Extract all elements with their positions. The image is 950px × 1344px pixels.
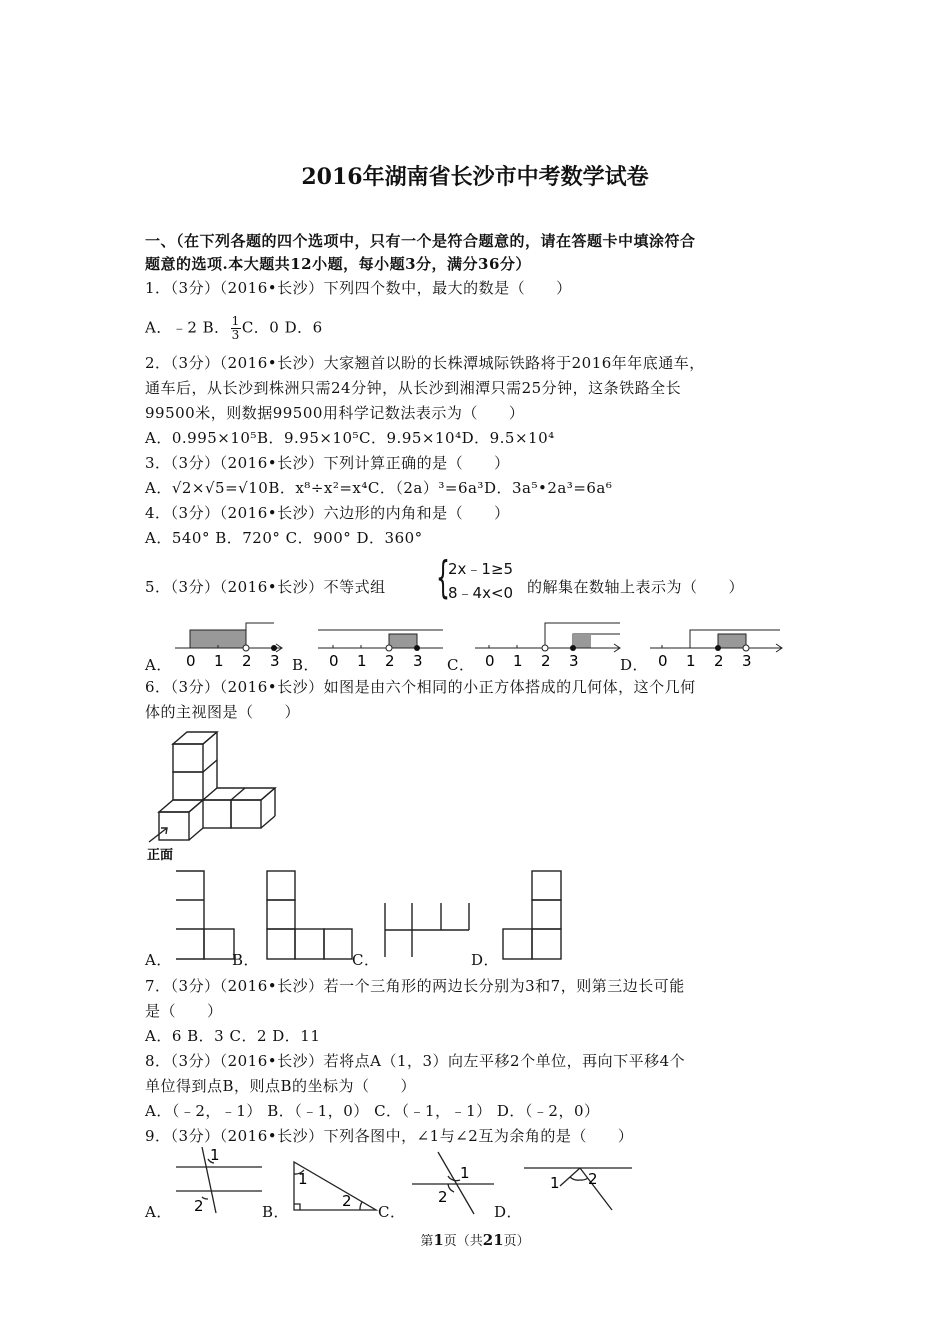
- q7-line1: 7．（3分）（2016•长沙）若一个三角形的两边长分别为3和7，则第三边长可能: [145, 977, 685, 995]
- q1-frac-num: 1: [231, 314, 240, 328]
- angle-2-label: 2: [438, 1188, 448, 1206]
- section-heading-line1: 一、（在下列各题的四个选项中，只有一个是符合题意的，请在答题卡中填涂符合: [145, 232, 696, 250]
- q5-label-d: D．: [620, 656, 649, 674]
- angle-2-label: 2: [588, 1170, 598, 1188]
- q8-line1: 8．（3分）（2016•长沙）若将点A（1，3）向左平移2个单位，再向下平移4个: [145, 1052, 686, 1070]
- tick-2: 2: [242, 652, 252, 670]
- q7-options: A．6 B．3 C．2 D．11: [145, 1027, 321, 1045]
- q1-options: [145, 315, 323, 342]
- q9-label-d: D．: [494, 1203, 523, 1221]
- q6-line1: 6．（3分）（2016•长沙）如图是由六个相同的小正方体搭成的几何体，这个几何: [145, 678, 696, 696]
- q5-label-a: A．: [145, 656, 172, 674]
- q1-frac-den: 3: [231, 328, 240, 342]
- q9-label-b: B．: [262, 1203, 290, 1221]
- shade: [718, 634, 746, 648]
- q9-figure-c: [408, 1150, 498, 1216]
- q1-option-a: A．﹣2 B．: [145, 318, 230, 337]
- q3-stem: 3．（3分）（2016•长沙）下列计算正确的是（ ）: [145, 454, 510, 472]
- footer-pre: 第: [420, 1234, 434, 1249]
- q4-stem: 4．（3分）（2016•长沙）六边形的内角和是（ ）: [145, 504, 510, 522]
- q6-cube-figure: [145, 728, 285, 863]
- q1-stem: 1．（3分）（2016•长沙）下列四个数中，最大的数是（ ）: [145, 279, 572, 297]
- angle-2-label: 2: [342, 1192, 352, 1210]
- q5-ineq1: 2x﹣1≥5: [448, 560, 514, 578]
- q1-option-rest: C．0 D．6: [241, 318, 323, 337]
- q9-stem: 9．（3分）（2016•长沙）下列各图中，∠1与∠2互为余角的是（ ）: [145, 1127, 634, 1145]
- angle-1-label: 1: [550, 1174, 560, 1192]
- q6-view-a: [170, 870, 240, 962]
- tick-2: 2: [541, 652, 551, 670]
- q9-label-a: A．: [145, 1203, 172, 1221]
- angle-1-label: 1: [298, 1170, 308, 1188]
- q2-line1: 2．（3分）（2016•长沙）大家翘首以盼的长株潭城际铁路将于2016年年底通车，: [145, 354, 705, 372]
- q2-line3: 99500米，则数据99500用科学记数法表示为（ ）: [145, 404, 525, 422]
- q2-line2: 通车后，从长沙到株洲只需24分钟，从长沙到湘潭只需25分钟，这条铁路全长: [145, 379, 682, 397]
- tick-1: 1: [686, 652, 696, 670]
- tick-0: 0: [658, 652, 668, 670]
- tick-2: 2: [385, 652, 395, 670]
- footer-page-number: 1: [433, 1231, 444, 1249]
- q6-label-d: D．: [471, 951, 500, 969]
- footer-mid: 页（共: [443, 1234, 483, 1249]
- left-brace-icon: {: [436, 552, 450, 603]
- page-footer: [0, 1230, 950, 1249]
- tick-0: 0: [485, 652, 495, 670]
- q5-stem-post: 的解集在数轴上表示为（ ）: [527, 578, 745, 596]
- q9-figure-d: [520, 1158, 636, 1214]
- shade: [573, 634, 591, 648]
- q6-view-c: [383, 895, 475, 959]
- q9-label-c: C．: [378, 1203, 406, 1221]
- q8-line2: 单位得到点B，则点B的坐标为（ ）: [145, 1077, 417, 1095]
- angle-1-label: 1: [460, 1164, 470, 1182]
- q9-figure-b: [290, 1158, 382, 1214]
- q1-fraction: [231, 315, 241, 342]
- tick-3: 3: [270, 652, 280, 670]
- tick-0: 0: [329, 652, 339, 670]
- q6-label-a: A．: [145, 951, 172, 969]
- q5-option-b-numberline: [318, 620, 448, 670]
- q5-stem-pre: 5．（3分）（2016•长沙）不等式组: [145, 578, 386, 596]
- q4-options: A．540° B．720° C．900° D．360°: [145, 529, 423, 547]
- q2-options: A．0.995×10⁵B．9.95×10⁵C．9.95×10⁴D．9.5×10⁴: [145, 429, 555, 447]
- q5-option-c-numberline: [475, 620, 625, 670]
- q6-line2: 体的主视图是（ ）: [145, 703, 301, 721]
- q3-options: A．√2×√5=√10B．x⁸÷x²=x⁴C．（2a）³=6a³D．3a⁵•2a³=6a⁶: [145, 479, 613, 497]
- q6-view-b: [265, 870, 357, 962]
- tick-3: 3: [413, 652, 423, 670]
- page-title: 2016年湖南省长沙市中考数学试卷: [301, 164, 649, 190]
- q9-figure-a: [172, 1145, 268, 1215]
- q6-label-c: C．: [352, 951, 380, 969]
- tick-1: 1: [513, 652, 523, 670]
- q8-options: A．（﹣2，﹣1） B．（﹣1，0） C．（﹣1，﹣1） D．（﹣2，0）: [145, 1102, 600, 1120]
- shade: [389, 634, 417, 648]
- footer-total-pages: 21: [482, 1231, 504, 1249]
- front-label: 正面: [147, 848, 174, 863]
- angle-2-label: 2: [194, 1197, 204, 1215]
- footer-post: 页）: [503, 1234, 530, 1249]
- tick-3: 3: [569, 652, 579, 670]
- tick-1: 1: [357, 652, 367, 670]
- angle-1-label: 1: [210, 1146, 220, 1164]
- tick-2: 2: [714, 652, 724, 670]
- q7-line2: 是（ ）: [145, 1002, 223, 1020]
- q5-label-c: C．: [447, 656, 475, 674]
- q5-label-b: B．: [292, 656, 320, 674]
- tick-1: 1: [214, 652, 224, 670]
- q6-view-d: [500, 870, 566, 962]
- tick-3: 3: [742, 652, 752, 670]
- section-heading-line2: 题意的选项.本大题共12小题，每小题3分，满分36分）: [145, 255, 531, 273]
- q6-label-b: B．: [232, 951, 260, 969]
- q5-option-d-numberline: [650, 620, 790, 670]
- q5-ineq2: 8﹣4x<0: [448, 584, 514, 602]
- tick-0: 0: [186, 652, 196, 670]
- q5-option-a-numberline: [170, 620, 290, 670]
